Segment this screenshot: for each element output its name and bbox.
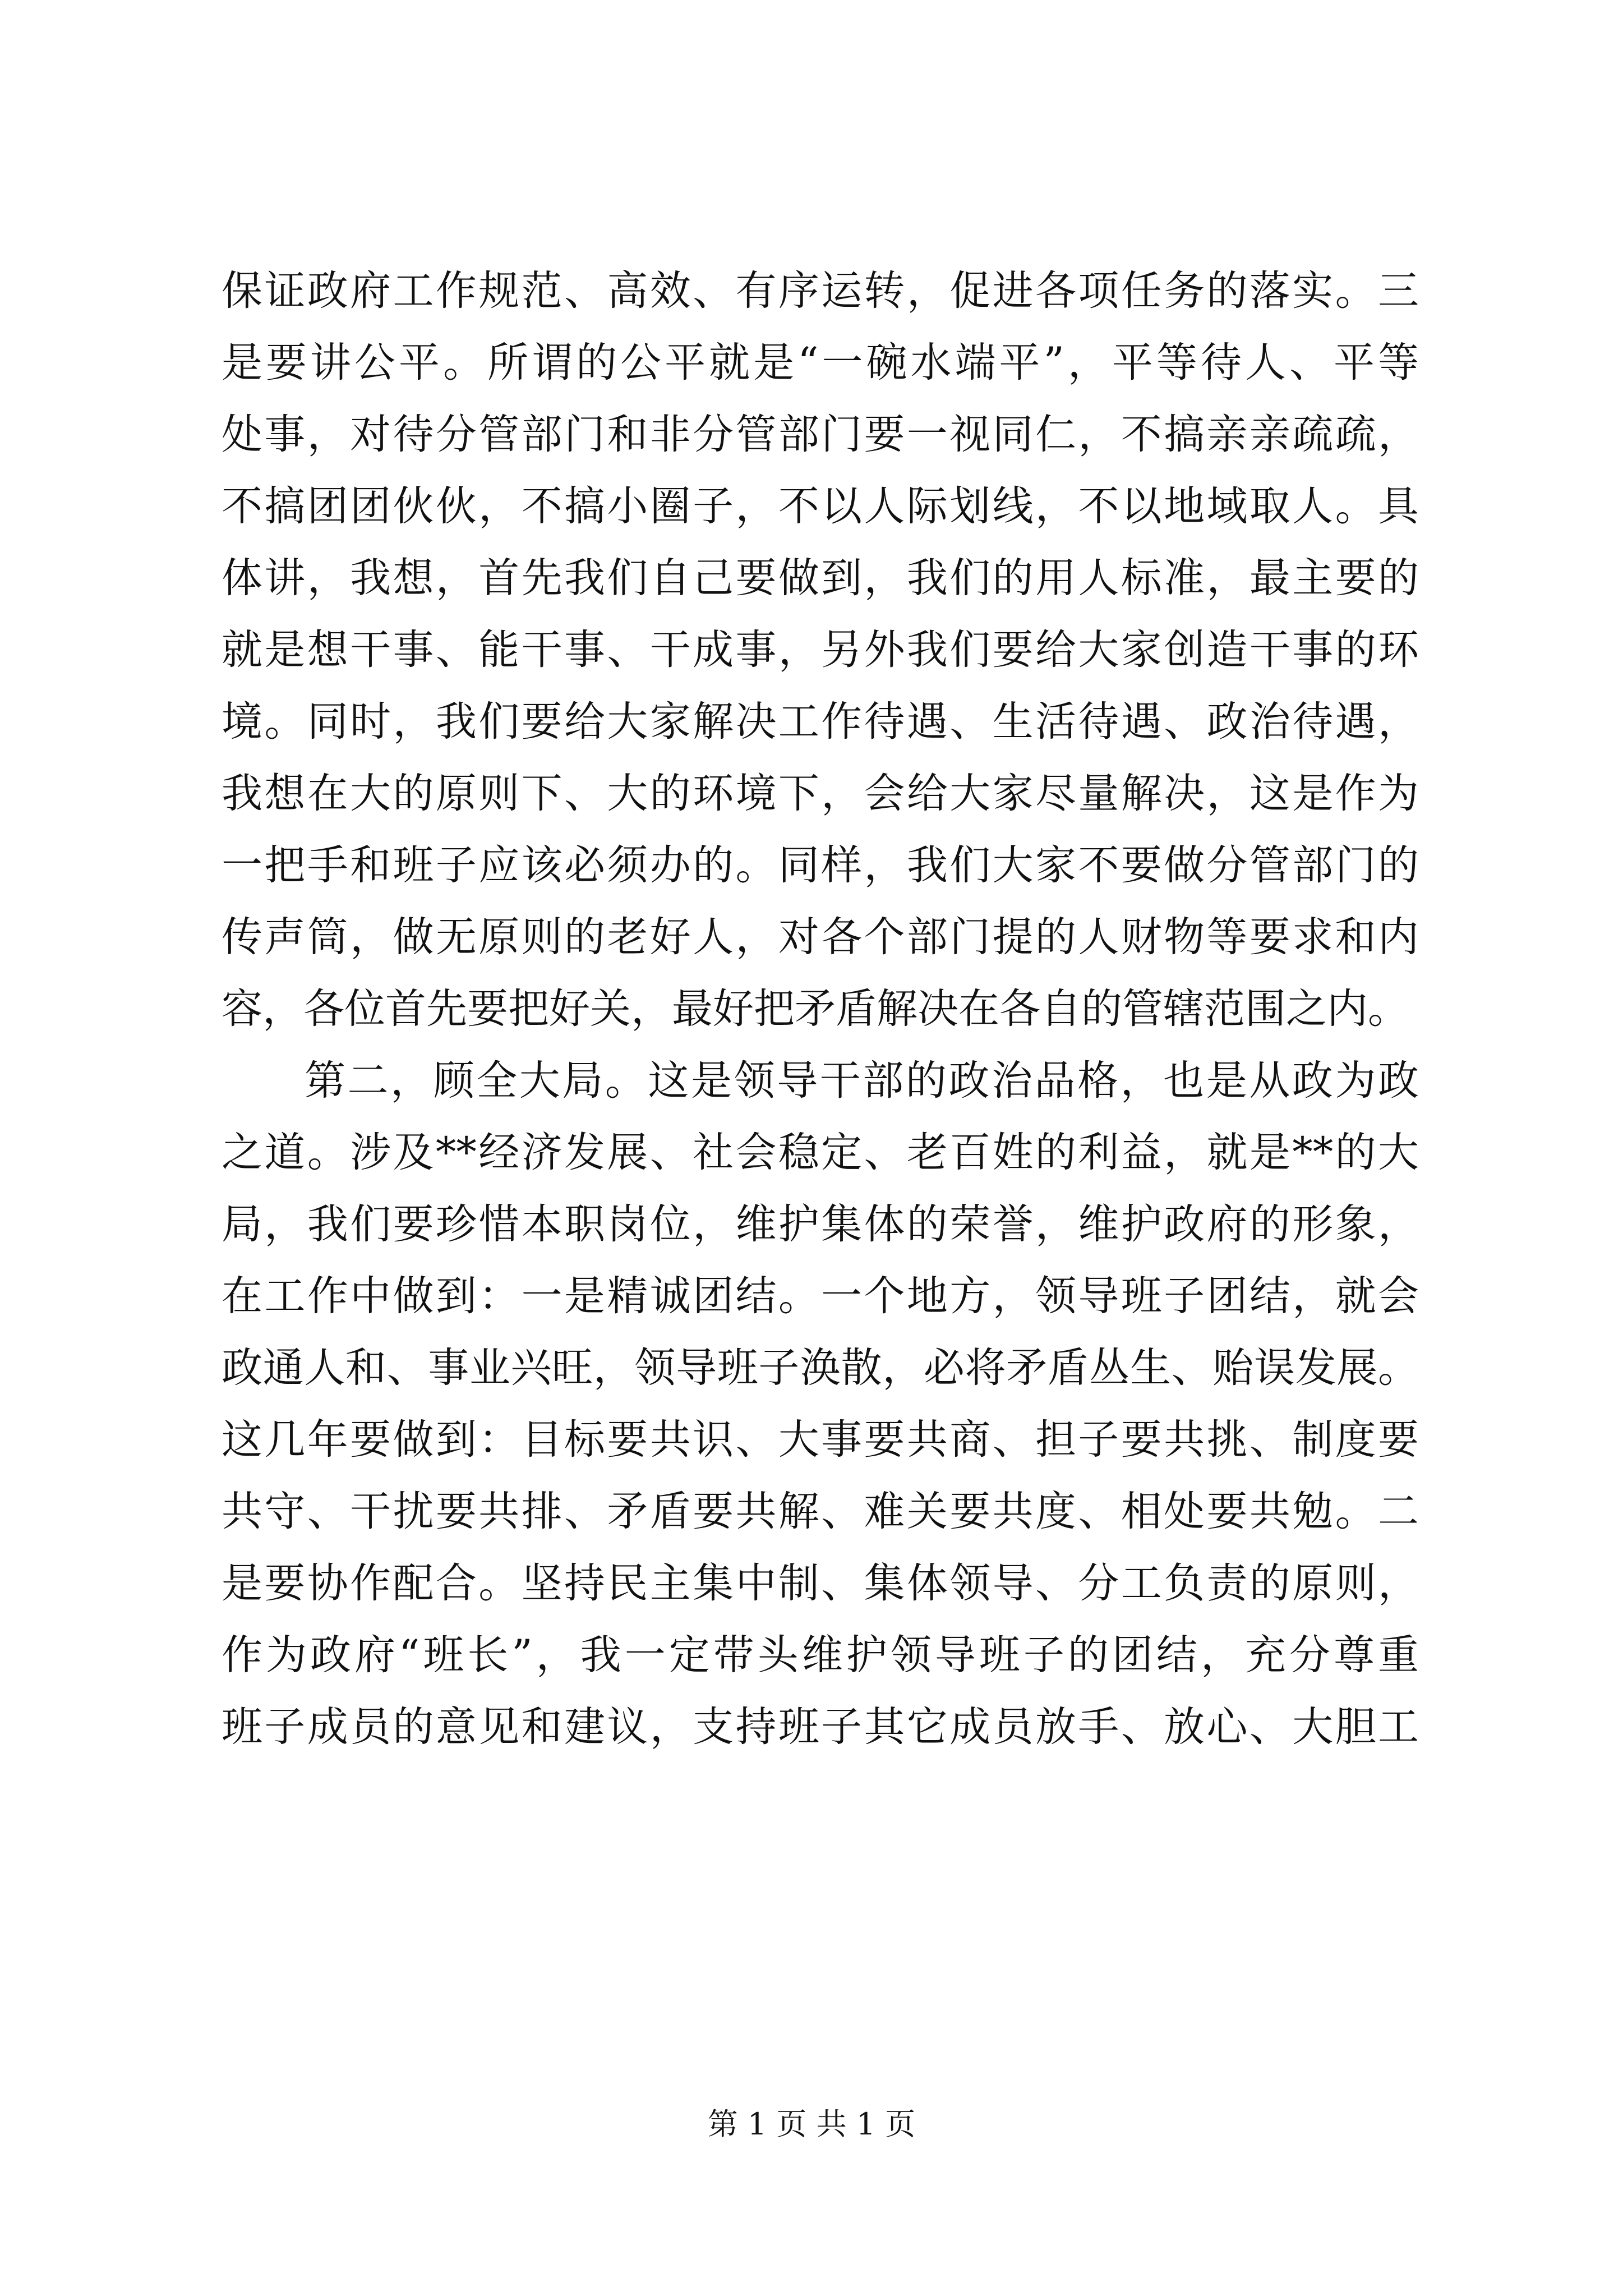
text-line: 传声筒，做无原则的老好人，对各个部门提的人财物等要求和内: [222, 913, 1419, 961]
text-line: 体讲，我想，首先我们自己要做到，我们的用人标准，最主要的: [222, 554, 1419, 602]
text-line: 我想在大的原则下、大的环境下，会给大家尽量解决，这是作为: [222, 770, 1419, 817]
text-line: 境。同时，我们要给大家解决工作待遇、生活待遇、政治待遇，: [222, 698, 1419, 746]
text-line: 是要讲公平。所谓的公平就是“一碗水端平”，平等待人、平等: [222, 339, 1419, 386]
text-line: 在工作中做到：一是精诚团结。一个地方，领导班子团结，就会: [222, 1272, 1419, 1320]
text-line: 第二，顾全大局。这是领导干部的政治品格，也是从政为政: [305, 1057, 1419, 1105]
text-line: 是要协作配合。坚持民主集中制、集体领导、分工负责的原则，: [222, 1559, 1419, 1607]
text-line: 之道。涉及**经济发展、社会稳定、老百姓的利益，就是**的大: [222, 1129, 1419, 1176]
page-number-footer: 第 1 页 共 1 页: [707, 2106, 916, 2142]
text-line: 政通人和、事业兴旺，领导班子涣散，必将矛盾丛生、贻误发展。: [222, 1344, 1419, 1392]
text-line: 保证政府工作规范、高效、有序运转，促进各项任务的落实。三: [222, 267, 1419, 315]
text-line: 处事，对待分管部门和非分管部门要一视同仁，不搞亲亲疏疏，: [222, 411, 1419, 458]
text-line: 这几年要做到：目标要共识、大事要共商、担子要共挑、制度要: [222, 1416, 1419, 1464]
text-line: 容，各位首先要把好关，最好把矛盾解决在各自的管辖范围之内。: [222, 985, 1409, 1033]
text-line: 共守、干扰要共排、矛盾要共解、难关要共度、相处要共勉。二: [222, 1488, 1419, 1535]
text-line: 就是想干事、能干事、干成事，另外我们要给大家创造干事的环: [222, 626, 1419, 674]
text-line: 一把手和班子应该必须办的。同样，我们大家不要做分管部门的: [222, 841, 1419, 889]
text-line: 不搞团团伙伙，不搞小圈子，不以人际划线，不以地域取人。具: [222, 482, 1419, 530]
text-line: 作为政府“班长”，我一定带头维护领导班子的团结，充分尊重: [222, 1631, 1419, 1679]
document-body: [222, 255, 1419, 1763]
text-line: 局，我们要珍惜本职岗位，维护集体的荣誉，维护政府的形象，: [222, 1200, 1419, 1248]
text-line: 班子成员的意见和建议，支持班子其它成员放手、放心、大胆工: [222, 1703, 1419, 1751]
